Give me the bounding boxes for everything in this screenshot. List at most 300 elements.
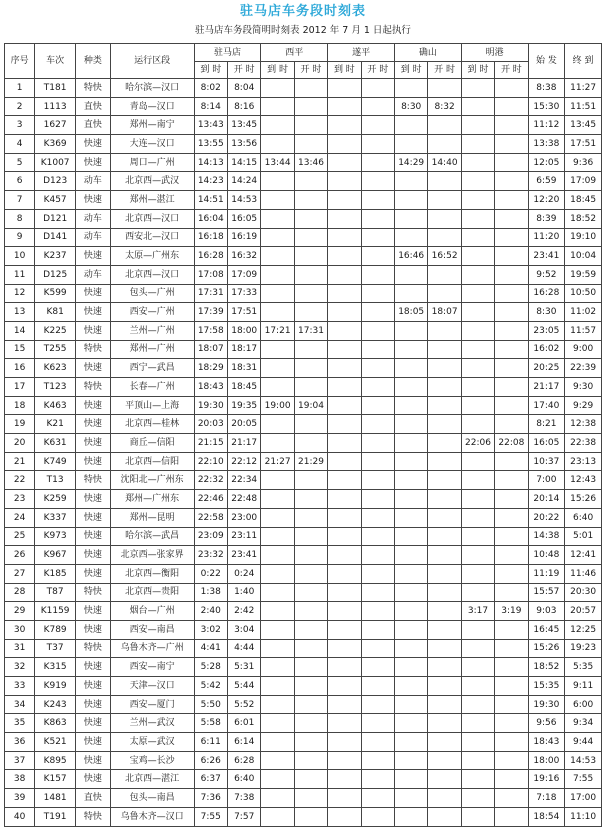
cell-s0-arr: 2:40 [194, 602, 227, 621]
cell-s4-arr [461, 807, 494, 826]
table-row [5, 359, 602, 378]
cell-route: 大连—汉口 [110, 135, 194, 154]
cell-s0-arr: 22:10 [194, 452, 227, 471]
cell-s0-arr: 6:37 [194, 770, 227, 789]
cell-type: 快速 [76, 434, 110, 453]
cell-origin-dep: 23:41 [528, 247, 565, 266]
cell-s2-arr [328, 770, 361, 789]
cell-s2-arr [328, 359, 361, 378]
cell-s4-dep [495, 396, 528, 415]
cell-s4-dep [495, 807, 528, 826]
cell-terminal-arr: 9:11 [565, 677, 602, 696]
cell-s4-arr [461, 714, 494, 733]
cell-route: 乌鲁木齐—汉口 [110, 807, 194, 826]
table-row [5, 265, 602, 284]
cell-s3-dep [428, 677, 461, 696]
cell-s1-dep [294, 807, 327, 826]
cell-terminal-arr: 17:00 [565, 789, 602, 808]
cell-type: 快速 [76, 714, 110, 733]
cell-terminal-arr: 5:01 [565, 527, 602, 546]
cell-s1-arr [261, 639, 294, 658]
cell-no: 28 [5, 583, 35, 602]
cell-s3-arr [394, 228, 427, 247]
cell-s0-arr: 5:58 [194, 714, 227, 733]
cell-type: 动车 [76, 172, 110, 191]
cell-terminal-arr: 9:34 [565, 714, 602, 733]
cell-route: 长春—广州 [110, 378, 194, 397]
cell-origin-dep: 21:17 [528, 378, 565, 397]
cell-s2-dep [361, 153, 394, 172]
cell-s3-arr [394, 415, 427, 434]
cell-train: K259 [35, 490, 76, 509]
cell-origin-dep: 8:38 [528, 79, 565, 98]
cell-train: T87 [35, 583, 76, 602]
cell-terminal-arr: 22:39 [565, 359, 602, 378]
cell-s0-arr: 1:38 [194, 583, 227, 602]
cell-s2-dep [361, 172, 394, 191]
table-row [5, 807, 602, 826]
cell-no: 22 [5, 471, 35, 490]
cell-s4-arr [461, 340, 494, 359]
cell-s3-arr [394, 583, 427, 602]
table-row [5, 714, 602, 733]
cell-s1-arr [261, 602, 294, 621]
cell-origin-dep: 18:54 [528, 807, 565, 826]
cell-s2-arr [328, 396, 361, 415]
cell-s4-dep [495, 415, 528, 434]
cell-train: D141 [35, 228, 76, 247]
cell-s4-dep [495, 620, 528, 639]
cell-no: 38 [5, 770, 35, 789]
cell-type: 特快 [76, 340, 110, 359]
cell-s1-dep [294, 191, 327, 210]
cell-terminal-arr: 13:45 [565, 116, 602, 135]
cell-s3-dep [428, 415, 461, 434]
cell-s2-arr [328, 490, 361, 509]
table-row [5, 209, 602, 228]
cell-s2-dep [361, 97, 394, 116]
cell-no: 39 [5, 789, 35, 808]
cell-s3-dep [428, 546, 461, 565]
cell-s0-dep: 18:31 [227, 359, 260, 378]
cell-s3-dep [428, 321, 461, 340]
cell-terminal-arr: 12:41 [565, 546, 602, 565]
cell-s2-arr [328, 303, 361, 322]
cell-s0-dep: 16:19 [227, 228, 260, 247]
cell-s3-arr [394, 490, 427, 509]
cell-s3-dep [428, 695, 461, 714]
cell-s3-arr [394, 116, 427, 135]
table-row [5, 116, 602, 135]
cell-s4-dep [495, 789, 528, 808]
cell-s0-dep: 21:17 [227, 434, 260, 453]
cell-s1-dep [294, 228, 327, 247]
cell-s3-dep [428, 770, 461, 789]
cell-s2-dep [361, 658, 394, 677]
cell-type: 直快 [76, 789, 110, 808]
cell-route: 西安北—汉口 [110, 228, 194, 247]
cell-s1-dep [294, 564, 327, 583]
header-type: 种类 [76, 44, 110, 79]
cell-route: 北京西—武汉 [110, 172, 194, 191]
cell-type: 直快 [76, 97, 110, 116]
cell-s0-arr: 14:23 [194, 172, 227, 191]
cell-s1-dep [294, 508, 327, 527]
cell-train: K973 [35, 527, 76, 546]
cell-s0-dep: 17:33 [227, 284, 260, 303]
cell-s2-dep [361, 751, 394, 770]
cell-route: 郑州—昆明 [110, 508, 194, 527]
cell-s4-arr [461, 471, 494, 490]
cell-s1-arr [261, 434, 294, 453]
cell-origin-dep: 15:26 [528, 639, 565, 658]
cell-origin-dep: 20:22 [528, 508, 565, 527]
cell-s1-arr [261, 97, 294, 116]
cell-s2-arr [328, 452, 361, 471]
cell-s0-dep: 5:52 [227, 695, 260, 714]
cell-s2-dep [361, 695, 394, 714]
cell-terminal-arr: 5:35 [565, 658, 602, 677]
table-row [5, 340, 602, 359]
cell-s0-dep: 23:41 [227, 546, 260, 565]
cell-no: 7 [5, 191, 35, 210]
cell-s2-dep [361, 415, 394, 434]
cell-s0-dep: 3:04 [227, 620, 260, 639]
cell-s4-dep [495, 135, 528, 154]
cell-type: 快速 [76, 695, 110, 714]
cell-s0-arr: 17:39 [194, 303, 227, 322]
cell-type: 快速 [76, 284, 110, 303]
cell-s2-arr [328, 733, 361, 752]
cell-s3-dep [428, 508, 461, 527]
cell-s4-dep [495, 247, 528, 266]
cell-train: K315 [35, 658, 76, 677]
cell-s3-dep [428, 807, 461, 826]
cell-s2-dep [361, 228, 394, 247]
table-row [5, 490, 602, 509]
header-station-3: 确山 [394, 44, 461, 62]
cell-origin-dep: 15:57 [528, 583, 565, 602]
cell-route: 兰州—广州 [110, 321, 194, 340]
cell-s1-dep [294, 116, 327, 135]
cell-train: K789 [35, 620, 76, 639]
cell-train: K157 [35, 770, 76, 789]
cell-s4-dep [495, 303, 528, 322]
cell-s2-dep [361, 677, 394, 696]
cell-train: 1481 [35, 789, 76, 808]
cell-terminal-arr: 12:43 [565, 471, 602, 490]
cell-s1-dep [294, 695, 327, 714]
cell-s2-dep [361, 265, 394, 284]
cell-s4-dep [495, 452, 528, 471]
cell-s2-arr [328, 602, 361, 621]
cell-route: 包头—南昌 [110, 789, 194, 808]
cell-s0-dep: 7:38 [227, 789, 260, 808]
cell-no: 31 [5, 639, 35, 658]
cell-s4-arr [461, 415, 494, 434]
cell-s2-arr [328, 97, 361, 116]
cell-s4-dep [495, 228, 528, 247]
cell-s2-dep [361, 116, 394, 135]
cell-s2-arr [328, 228, 361, 247]
cell-terminal-arr: 19:10 [565, 228, 602, 247]
cell-terminal-arr: 12:25 [565, 620, 602, 639]
cell-s0-dep: 22:12 [227, 452, 260, 471]
cell-s0-arr: 18:07 [194, 340, 227, 359]
cell-s3-arr: 14:29 [394, 153, 427, 172]
cell-s3-arr [394, 751, 427, 770]
header-arr-1: 到 时 [261, 62, 294, 79]
cell-s0-arr: 7:55 [194, 807, 227, 826]
cell-origin-dep: 9:03 [528, 602, 565, 621]
cell-s1-dep: 19:04 [294, 396, 327, 415]
cell-s4-dep [495, 639, 528, 658]
cell-s4-arr [461, 751, 494, 770]
cell-s0-dep: 14:53 [227, 191, 260, 210]
cell-no: 40 [5, 807, 35, 826]
cell-s2-arr [328, 434, 361, 453]
cell-terminal-arr: 9:00 [565, 340, 602, 359]
cell-route: 乌鲁木齐—广州 [110, 639, 194, 658]
cell-no: 25 [5, 527, 35, 546]
cell-s4-dep [495, 265, 528, 284]
page-subtitle: 驻马店车务段简明时刻表 2012 年 7 月 1 日起执行 [195, 25, 411, 36]
header-origin-dep: 始 发 [528, 44, 565, 79]
cell-s3-arr [394, 714, 427, 733]
header-station-2: 遂平 [328, 44, 395, 62]
cell-origin-dep: 8:39 [528, 209, 565, 228]
cell-s4-dep [495, 191, 528, 210]
cell-route: 北京西—汉口 [110, 209, 194, 228]
cell-terminal-arr: 23:13 [565, 452, 602, 471]
cell-s4-dep [495, 677, 528, 696]
cell-s4-arr [461, 97, 494, 116]
cell-s4-dep [495, 546, 528, 565]
cell-s1-arr [261, 79, 294, 98]
cell-s4-dep [495, 770, 528, 789]
cell-s3-dep [428, 172, 461, 191]
cell-s1-dep [294, 340, 327, 359]
cell-s4-arr [461, 191, 494, 210]
table-row [5, 172, 602, 191]
table-row [5, 396, 602, 415]
cell-s0-dep: 6:28 [227, 751, 260, 770]
cell-s2-dep [361, 471, 394, 490]
cell-s2-dep [361, 247, 394, 266]
cell-s1-arr [261, 695, 294, 714]
cell-train: D123 [35, 172, 76, 191]
cell-s2-dep [361, 639, 394, 658]
cell-s4-arr [461, 303, 494, 322]
cell-terminal-arr: 7:55 [565, 770, 602, 789]
cell-s3-dep [428, 340, 461, 359]
table-row [5, 247, 602, 266]
cell-type: 快速 [76, 527, 110, 546]
cell-s1-dep [294, 527, 327, 546]
cell-s1-arr [261, 807, 294, 826]
table-row [5, 415, 602, 434]
cell-s4-dep [495, 714, 528, 733]
cell-s3-arr [394, 620, 427, 639]
cell-s4-dep [495, 209, 528, 228]
cell-s0-dep: 20:05 [227, 415, 260, 434]
cell-s4-dep [495, 508, 528, 527]
cell-terminal-arr: 18:52 [565, 209, 602, 228]
cell-route: 郑州—湛江 [110, 191, 194, 210]
cell-terminal-arr: 11:27 [565, 79, 602, 98]
cell-s2-arr [328, 321, 361, 340]
cell-s4-arr [461, 396, 494, 415]
header-dep-2: 开 时 [361, 62, 394, 79]
cell-route: 宝鸡—长沙 [110, 751, 194, 770]
cell-s3-dep [428, 602, 461, 621]
cell-s1-dep [294, 546, 327, 565]
table-row [5, 471, 602, 490]
cell-no: 27 [5, 564, 35, 583]
cell-s4-arr [461, 247, 494, 266]
cell-terminal-arr: 9:36 [565, 153, 602, 172]
cell-type: 快速 [76, 677, 110, 696]
cell-s2-dep [361, 602, 394, 621]
cell-no: 15 [5, 340, 35, 359]
cell-no: 24 [5, 508, 35, 527]
table-row [5, 153, 602, 172]
cell-type: 动车 [76, 209, 110, 228]
cell-s3-dep [428, 620, 461, 639]
cell-s4-arr: 3:17 [461, 602, 494, 621]
cell-route: 包头—广州 [110, 284, 194, 303]
cell-s0-dep: 7:57 [227, 807, 260, 826]
cell-s3-arr [394, 321, 427, 340]
cell-origin-dep: 17:40 [528, 396, 565, 415]
cell-s2-dep [361, 733, 394, 752]
header-terminal-arr: 终 到 [565, 44, 602, 79]
cell-origin-dep: 7:18 [528, 789, 565, 808]
cell-type: 快速 [76, 359, 110, 378]
cell-s3-arr [394, 452, 427, 471]
cell-s0-arr: 17:31 [194, 284, 227, 303]
cell-s3-arr [394, 658, 427, 677]
table-row [5, 228, 602, 247]
cell-s4-arr [461, 172, 494, 191]
cell-s3-dep [428, 378, 461, 397]
cell-train: K225 [35, 321, 76, 340]
cell-terminal-arr: 19:23 [565, 639, 602, 658]
cell-type: 快速 [76, 564, 110, 583]
cell-s1-dep [294, 303, 327, 322]
cell-origin-dep: 18:00 [528, 751, 565, 770]
cell-s0-dep: 14:15 [227, 153, 260, 172]
cell-terminal-arr: 17:51 [565, 135, 602, 154]
cell-no: 2 [5, 97, 35, 116]
cell-train: T13 [35, 471, 76, 490]
cell-type: 快速 [76, 620, 110, 639]
cell-s2-dep [361, 321, 394, 340]
cell-s0-arr: 8:14 [194, 97, 227, 116]
cell-no: 11 [5, 265, 35, 284]
table-row [5, 378, 602, 397]
cell-no: 13 [5, 303, 35, 322]
cell-train: K243 [35, 695, 76, 714]
cell-s2-arr [328, 546, 361, 565]
cell-s0-dep: 22:34 [227, 471, 260, 490]
table-row [5, 620, 602, 639]
cell-s0-arr: 16:04 [194, 209, 227, 228]
cell-type: 特快 [76, 807, 110, 826]
cell-s2-arr [328, 658, 361, 677]
cell-s4-arr [461, 770, 494, 789]
cell-train: K369 [35, 135, 76, 154]
cell-s0-dep: 13:56 [227, 135, 260, 154]
cell-s2-arr [328, 116, 361, 135]
cell-s3-dep [428, 452, 461, 471]
cell-origin-dep: 18:52 [528, 658, 565, 677]
cell-route: 西宁—武昌 [110, 359, 194, 378]
cell-train: T255 [35, 340, 76, 359]
cell-terminal-arr: 6:40 [565, 508, 602, 527]
cell-no: 23 [5, 490, 35, 509]
cell-s4-arr [461, 620, 494, 639]
cell-s1-arr [261, 658, 294, 677]
cell-s0-arr: 17:58 [194, 321, 227, 340]
cell-s1-dep: 21:29 [294, 452, 327, 471]
cell-no: 30 [5, 620, 35, 639]
cell-s3-dep [428, 228, 461, 247]
cell-s4-dep [495, 490, 528, 509]
cell-s1-dep [294, 378, 327, 397]
cell-origin-dep: 16:02 [528, 340, 565, 359]
cell-s2-arr [328, 620, 361, 639]
cell-s2-dep [361, 620, 394, 639]
cell-s1-arr [261, 546, 294, 565]
cell-train: T123 [35, 378, 76, 397]
cell-s4-arr [461, 228, 494, 247]
timetable-body [5, 79, 602, 827]
cell-s4-dep: 22:08 [495, 434, 528, 453]
cell-route: 平顶山—上海 [110, 396, 194, 415]
cell-s2-dep [361, 79, 394, 98]
cell-s1-dep [294, 471, 327, 490]
cell-s0-dep: 8:16 [227, 97, 260, 116]
cell-type: 快速 [76, 321, 110, 340]
cell-s0-dep: 17:51 [227, 303, 260, 322]
header-arr-4: 到 时 [461, 62, 494, 79]
cell-s0-dep: 8:04 [227, 79, 260, 98]
cell-type: 快速 [76, 303, 110, 322]
cell-s3-arr [394, 265, 427, 284]
cell-s2-arr [328, 172, 361, 191]
cell-type: 快速 [76, 508, 110, 527]
cell-s1-dep [294, 265, 327, 284]
cell-s4-arr [461, 677, 494, 696]
cell-s3-arr: 16:46 [394, 247, 427, 266]
cell-s3-arr [394, 789, 427, 808]
cell-route: 兰州—武汉 [110, 714, 194, 733]
cell-s1-arr [261, 770, 294, 789]
cell-s1-dep [294, 135, 327, 154]
cell-s4-dep [495, 97, 528, 116]
cell-s1-dep [294, 172, 327, 191]
cell-s2-dep [361, 714, 394, 733]
cell-s1-arr: 19:00 [261, 396, 294, 415]
cell-s2-dep [361, 583, 394, 602]
cell-s3-arr [394, 508, 427, 527]
cell-s1-dep [294, 97, 327, 116]
cell-train: K81 [35, 303, 76, 322]
cell-s0-dep: 23:00 [227, 508, 260, 527]
cell-s0-dep: 13:45 [227, 116, 260, 135]
header-route: 运行区段 [110, 44, 194, 79]
